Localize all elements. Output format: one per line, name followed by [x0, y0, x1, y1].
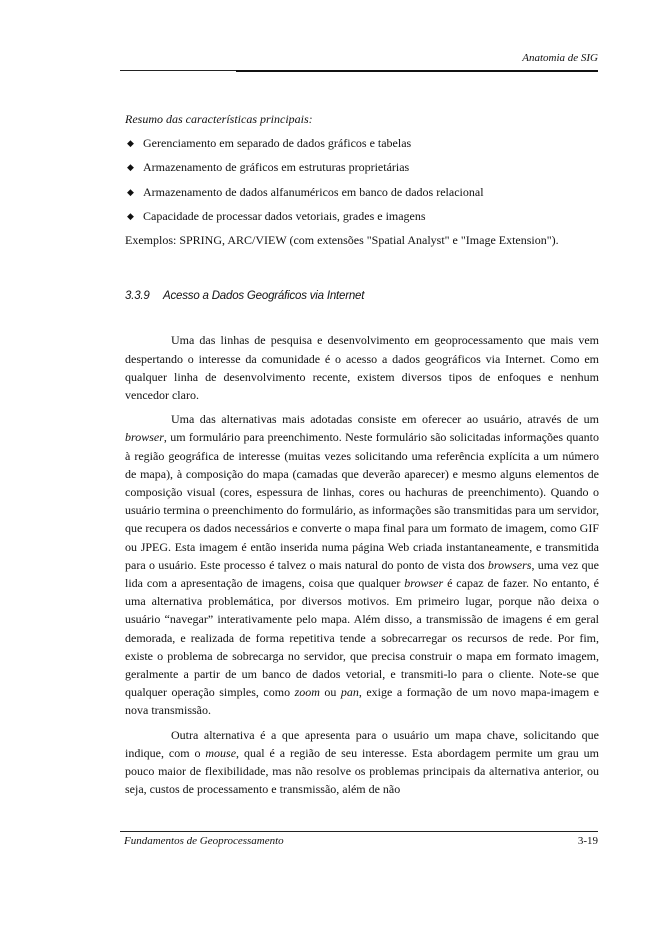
footer-title: Fundamentos de Geoprocessamento — [124, 835, 284, 847]
section-heading — [125, 287, 599, 305]
page-number: 3-19 — [577, 835, 598, 847]
footer-rule — [120, 831, 598, 832]
paragraph-2 — [125, 410, 599, 719]
text-run: ou — [319, 685, 341, 700]
text-run: , qual é a região de seu interesse. Esta abordagem permite um grau um pouco maior de flexibilidade, mas não resolve os problemas principais da alternativa anterior, ou seja, custos de processamento e transmissão, além de não — [125, 745, 599, 797]
list-item — [125, 207, 599, 225]
emphasis: zoom — [294, 685, 320, 700]
section-title: Acesso a Dados Geográficos via Internet — [163, 290, 365, 303]
running-header-title: Anatomia de SIG — [522, 52, 598, 64]
list-item — [125, 158, 599, 176]
bullet-icon: ◆ — [127, 186, 134, 197]
list-item — [125, 183, 599, 201]
summary-list — [125, 134, 599, 225]
emphasis: browser — [125, 430, 164, 445]
text-run: é capaz de fazer. No entanto, é uma alternativa problemática, por diversos motivos. Em primeiro lugar, porque não deixa o usuário “navegar” interativamente pelo mapa. Além disso, a transmissão de imagens é em geral demorada, e realizada de forma repetitiva tende a sobrecarregar os recursos de rede. Por fim, existe o problema de sobrecarga no servidor, que precisa construir o mapa em formato imagem, geralmente a partir de um banco de dados vetorial, e transmiti-lo para o cliente. Note-se que qualquer operação simples, como — [125, 576, 600, 700]
text-run: , uma vez que lida com a apresentação de imagens, coisa que qualquer — [125, 557, 599, 591]
list-item-text: Armazenamento de dados alfanuméricos em banco de dados relacional — [143, 184, 484, 199]
list-item-text: Armazenamento de gráficos em estruturas proprietárias — [143, 160, 410, 175]
emphasis: mouse — [205, 745, 237, 760]
examples-text: Exemplos: SPRING, ARC/VIEW (com extensões "Spatial Analyst" e "Image Extension"). — [125, 233, 559, 248]
header-rule-thick — [236, 70, 598, 72]
emphasis: pan — [340, 685, 359, 700]
text-run: , um formulário para preenchimento. Neste formulário são solicitadas informações quanto à região geográfica de interesse (muitas vezes solicitando uma referência explícita a um número de mapa), à composição do mapa (camadas que deverão aparecer) e mesmo alguns elementos de composição visual (cores, espessura de linhas, cores ou hachuras de preenchimento). Quando o usuário termina o preenchimento do formulário, as informações são transmitidas para um servidor, que recupera os dados necessários e converte o mapa final para um formato de imagem, como GIF ou JPEG. Esta imagem é então inserida numa página Web criada instantaneamente, e transmitida para o usuário. Este processo é talvez o mais natural do ponto de vista dos — [125, 430, 599, 572]
list-item-text: Capacidade de processar dados vetoriais, grades e imagens — [143, 208, 426, 223]
list-item-text: Gerenciamento em separado de dados gráficos e tabelas — [143, 136, 412, 151]
bullet-icon: ◆ — [127, 138, 134, 149]
page-body — [125, 110, 599, 799]
paragraph-1: Uma das linhas de pesquisa e desenvolvimento em geoprocessamento que mais vem despertando o interesse da comunidade é o acesso a dados geográficos via Internet. Como em qualquer linha de desenvolvimento recente, existem diversos tipos de enfoques e nenhum vencedor claro. — [125, 333, 599, 403]
text-run: Uma das alternativas mais adotadas consiste em oferecer ao usuário, através de um — [171, 412, 599, 427]
emphasis: browsers — [487, 557, 532, 572]
list-item — [125, 134, 599, 152]
text-run: Outra alternativa é a que apresenta para o usuário um mapa chave, solicitando que indique, com o — [125, 727, 599, 760]
paragraph-3 — [125, 726, 599, 799]
summary-title: Resumo das características principais: — [125, 112, 313, 126]
emphasis: browser — [404, 576, 444, 591]
bullet-icon: ◆ — [127, 162, 134, 173]
section-number: 3.3.9 — [125, 290, 150, 303]
text-run: , exige a formação de um novo mapa-imagem e nova transmissão. — [125, 685, 599, 718]
bullet-icon: ◆ — [127, 210, 134, 221]
